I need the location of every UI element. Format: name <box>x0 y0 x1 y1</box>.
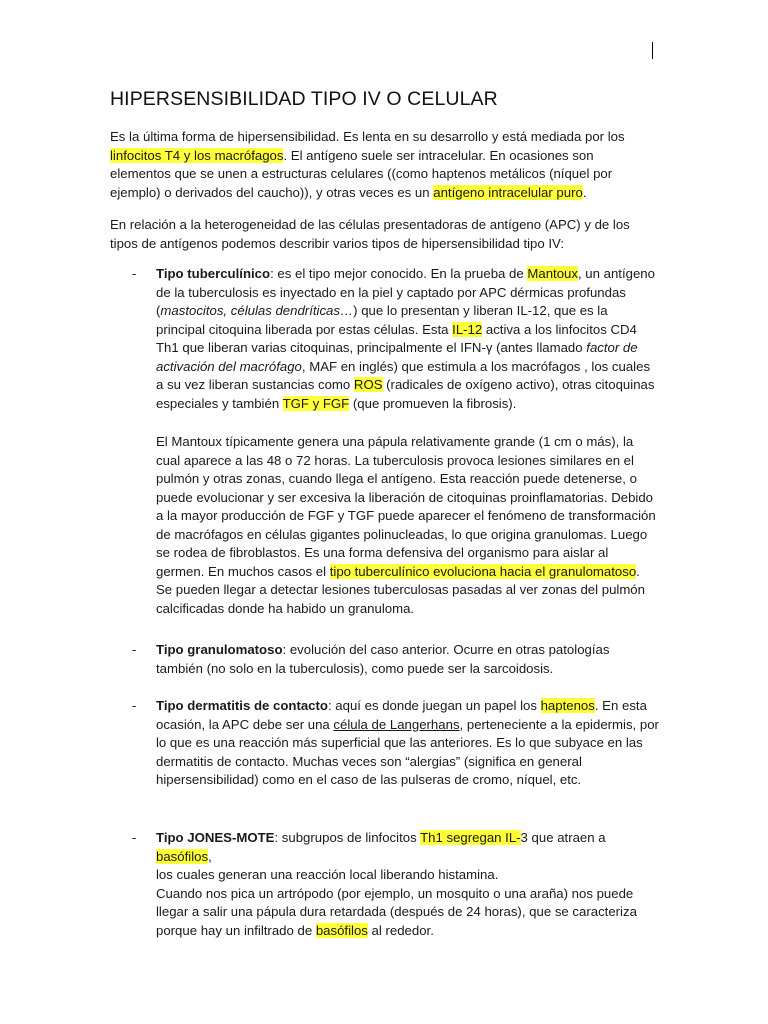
highlight-basofilos-2: basófilos <box>315 922 368 938</box>
intro-highlight-2: antígeno intracelular puro <box>433 184 583 200</box>
item-text: (que promueven la fibrosis). <box>349 395 517 411</box>
item-text: Cuando nos pica un artrópodo (por ejemplo, un mosquito o una araña) nos puede llegar a salir una pápula dura retardada (después de 24 horas), que se caracteriza porque hay un infiltrado de <box>156 885 637 938</box>
highlight-tgf-fgf: TGF y FGF <box>282 395 350 411</box>
bullet-dash-dermatitis: - <box>132 698 137 713</box>
highlight-th1: Th1 segregan IL- <box>420 830 521 845</box>
highlight-il12: IL-12 <box>452 321 483 337</box>
item-text: , perteneciente a la epidermis, por lo que es una reacción más superficial que las anteriores. Es lo que subyace en las dermatitis de contacto. Muchas veces son “alergias” (significa en general hipersensibilidad) como en el caso de las pulseras de cromo, níquel, etc. <box>156 716 659 787</box>
highlight-basofilos: basófilos <box>156 848 209 864</box>
underlined-text: célula de Langerhans <box>333 716 460 732</box>
item-text: , un antígeno de la tuberculosis es inyectado en la piel y captado por APC dérmicas profundas ( <box>156 266 655 318</box>
list-item-tuberculinico <box>156 265 660 413</box>
highlight-mantoux: Mantoux <box>527 266 578 281</box>
list-item-dermatitis <box>156 697 660 790</box>
item-text: El Mantoux típicamente genera una pápula relativamente grande (1 cm o más), la cual aparece a las 48 o 72 horas. La tuberculosis provoca lesiones similares en el pulmón y otras zonas, cuando llega el antígeno. Esta reacción puede detenerse, o puede evolucionar y ser excesiva la liberación de citoquinas proinflamatorias. Debido a la mayor producción de FGF y TGF puede aparecer el fenómeno de transformación de macrófagos en células gigantes polinucleadas, lo que origina granulomas. Luego se rodea de fibroblastos. Es una forma defensiva del organismo para aislar al germen. En muchos casos el <box>156 434 656 579</box>
item-text: ) que lo presentan y liberan IL-12, que es la principal citoquina liberada por estas células. Esta <box>156 303 608 337</box>
list-item-granulomatoso <box>156 641 660 678</box>
item-text: (radicales de oxígeno activo), otras citoquinas especiales y también <box>156 377 655 411</box>
item-text: , <box>208 848 212 864</box>
item-text: : es el tipo mejor conocido. En la prueba de <box>270 266 528 281</box>
italic-text: mastocitos, células dendríticas… <box>160 303 354 318</box>
item-name-dermatitis: Tipo dermatitis de contacto <box>156 698 328 713</box>
item-text: : subgrupos de linfocitos <box>274 830 421 845</box>
intro-text-2: . El antígeno suele ser intracelular. En ocasiones son elementos que se unen a estructuras celulares ((como haptenos metálicos (níquel por ejemplo) o derivados del caucho)), y otras veces es un <box>110 147 613 200</box>
bullet-dash-granulomatoso: - <box>132 642 137 657</box>
item-text: activa a los linfocitos CD4 Th1 que liberan varias citoquinas, principalmente el IFN-γ (antes llamado <box>156 321 637 355</box>
item-name-jones-mote: Tipo JONES-MOTE <box>156 830 275 845</box>
item-text: : aquí es donde juegan un papel los <box>327 698 541 713</box>
list-item-jones-mote <box>156 829 660 940</box>
document-title: HIPERSENSIBILIDAD TIPO IV O CELULAR <box>110 88 498 110</box>
item-text: . En esta ocasión, la APC debe ser una <box>156 698 647 732</box>
text-cursor <box>652 42 653 59</box>
item-name-tuberculinico: Tipo tuberculínico <box>156 266 271 281</box>
intro-paragraph <box>110 128 650 202</box>
intro-highlight-1: linfocitos T4 y los macrófagos <box>110 147 284 163</box>
bullet-dash-tuberculinico: - <box>132 266 137 281</box>
highlight-haptenos: haptenos <box>540 698 595 713</box>
highlight-granulomatoso: tipo tuberculínico evoluciona hacia el granulomatoso <box>329 563 637 579</box>
mantoux-paragraph <box>156 433 660 618</box>
item-text: Se pueden llegar a detectar lesiones tuberculosas pasadas al ver zonas del pulmón calcificadas donde ha habido un granuloma. <box>156 582 645 616</box>
intro-text-1: Es la última forma de hipersensibilidad. Es lenta en su desarrollo y está mediada por los <box>110 129 625 144</box>
item-text: : evolución del caso anterior. Ocurre en otras patologías también (no solo en la tuberculosis), como puede ser la sarcoidosis. <box>156 642 610 676</box>
item-text: los cuales generan una reacción local liberando histamina. <box>156 867 499 882</box>
relation-paragraph: En relación a la heterogeneidad de las células presentadoras de antígeno (APC) y de los tipos de antígenos podemos describir varios tipos de hipersensibilidad tipo IV: <box>110 217 630 251</box>
item-text: al rededor. <box>367 922 434 938</box>
item-text: 3 que atraen a <box>520 830 606 845</box>
item-name-granulomatoso: Tipo granulomatoso <box>156 642 283 657</box>
item-text: , MAF en inglés) que estimula a los macrófagos , los cuales a su vez liberan sustancias como <box>156 358 651 392</box>
bullet-dash-jones: - <box>132 830 137 845</box>
italic-text: factor de activación del macrófago <box>156 340 638 374</box>
item-text: . <box>636 563 640 579</box>
intro-text-3: . <box>582 184 587 200</box>
highlight-ros: ROS <box>353 377 383 392</box>
